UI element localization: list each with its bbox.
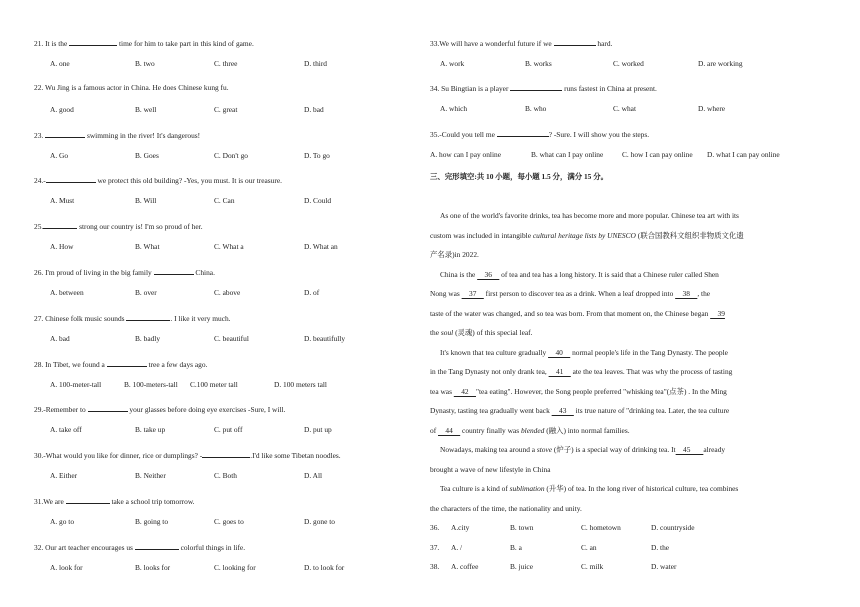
- option-28-a[interactable]: A. 100-meter-tall: [50, 379, 102, 389]
- passage-line: Nowadays, making tea around a stove (炉子) is a special way of drinking tea. It 45 already: [440, 445, 726, 454]
- option-35-b[interactable]: B. what can I pay online: [531, 149, 604, 159]
- question-text: 28. In Tibet, we found a: [34, 359, 107, 369]
- question-stem-21: [34, 37, 254, 49]
- section-heading: 三、完形填空:共 10 小题，每小题 1.5 分，满分 15 分。: [430, 172, 608, 181]
- option-29-d[interactable]: D. put up: [304, 425, 332, 435]
- option-33-b[interactable]: B. works: [525, 59, 552, 68]
- answer-blank[interactable]: [43, 220, 77, 229]
- option-25-a[interactable]: A. How: [50, 242, 74, 252]
- cloze-blank-42: 42: [453, 387, 476, 396]
- cloze-blank-45: 45: [675, 445, 704, 454]
- question-stem-29: [34, 403, 285, 415]
- answer-blank[interactable]: [510, 82, 562, 91]
- option-22-c[interactable]: C. great: [214, 104, 238, 114]
- cloze-option-38-a[interactable]: A. coffee: [451, 562, 479, 571]
- option-21-d[interactable]: D. third: [304, 59, 327, 68]
- cloze-blank-37: 37: [461, 289, 484, 298]
- cloze-blank-39: 39: [710, 309, 725, 318]
- passage-line: It's known that tea culture gradually 40 normal people's life in the Tang Dynasty. The people: [440, 348, 728, 357]
- option-25-d[interactable]: D. What an: [304, 242, 338, 252]
- answer-blank[interactable]: [69, 37, 117, 46]
- cloze-option-36-d[interactable]: D. countryside: [651, 523, 695, 532]
- question-text: 23.: [34, 130, 46, 140]
- option-22-b[interactable]: B. well: [135, 104, 157, 114]
- option-35-d[interactable]: D. what I can pay online: [707, 149, 780, 159]
- option-25-c[interactable]: C. What a: [214, 242, 244, 252]
- option-29-c[interactable]: C. put off: [214, 425, 243, 435]
- question-stem-25: [34, 220, 203, 232]
- option-30-a[interactable]: A. Either: [50, 471, 78, 481]
- option-32-b[interactable]: B. looks for: [135, 562, 171, 572]
- question-stem-27: [34, 312, 231, 324]
- option-35-c[interactable]: C. how I can pay online: [622, 149, 693, 159]
- cloze-blank-44: 44: [438, 426, 461, 435]
- option-31-b[interactable]: B. going to: [135, 517, 169, 526]
- cloze-option-36-c[interactable]: C. hometown: [581, 523, 621, 532]
- option-34-a[interactable]: A. which: [440, 104, 468, 114]
- passage-line: in the Tang Dynasty not only drank tea, 41 ate the tea leaves. That was why the process of tasting: [430, 367, 733, 376]
- cloze-option-37-a[interactable]: A. /: [451, 542, 463, 552]
- answer-blank[interactable]: [88, 403, 128, 412]
- question-text: runs fastest in China at present.: [562, 84, 657, 94]
- answer-blank[interactable]: [66, 495, 110, 504]
- question-text: strong our country is! I'm so proud of her.: [77, 222, 203, 232]
- answer-blank[interactable]: [126, 312, 170, 321]
- answer-blank[interactable]: [154, 266, 194, 275]
- option-23-d[interactable]: D. To go: [304, 150, 330, 160]
- cloze-option-38-d[interactable]: D. water: [651, 562, 677, 571]
- cloze-blank-41: 41: [548, 367, 571, 376]
- answer-blank[interactable]: [135, 541, 179, 550]
- option-27-c[interactable]: C. beautiful: [214, 333, 249, 343]
- option-34-b[interactable]: B. who: [525, 104, 547, 114]
- option-28-b[interactable]: B. 100-meters-tall: [124, 379, 178, 389]
- question-text: 33.We will have a wonderful future if we: [430, 39, 554, 48]
- answer-blank[interactable]: [554, 37, 596, 46]
- option-22-d[interactable]: D. bad: [304, 104, 324, 114]
- question-text: 32. Our art teacher encourages us: [34, 542, 135, 552]
- question-text: 27. Chinese folk music sounds: [34, 313, 127, 323]
- passage-line: taste of the water was changed, and so tea was born. From that moment on, the Chinese began 39: [430, 309, 725, 318]
- option-24-d[interactable]: D. Could: [304, 196, 332, 206]
- cloze-blank-36: 36: [477, 270, 500, 279]
- option-23-a[interactable]: A. Go: [50, 150, 69, 160]
- question-text: . I like it very much.: [170, 313, 231, 323]
- passage-line: China is the 36 of tea and tea has a long history. It is said that a Chinese ruler called Shen: [440, 270, 719, 279]
- cloze-option-36-b[interactable]: B. town: [510, 523, 534, 532]
- answer-blank[interactable]: [46, 174, 96, 183]
- option-30-d[interactable]: D. All: [304, 471, 323, 481]
- option-26-b[interactable]: B. over: [135, 288, 157, 297]
- passage-line: the characters of the time, the nationality and unity.: [430, 504, 582, 513]
- option-32-a[interactable]: A. look for: [50, 562, 83, 572]
- passage-line: brought a wave of new lifestyle in China: [430, 465, 551, 474]
- question-stem-34: [430, 82, 657, 94]
- question-text: 24.-: [34, 176, 46, 186]
- option-28-d[interactable]: D. 100 meters tall: [274, 379, 327, 389]
- option-21-b[interactable]: B. two: [135, 59, 155, 68]
- question-text: swimming in the river! It's dangerous!: [85, 130, 201, 140]
- option-33-c[interactable]: C. worked: [613, 59, 644, 68]
- question-stem-22: [34, 83, 229, 93]
- question-text: 22. Wu Jing is a famous actor in China. He does Chinese kung fu.: [34, 82, 229, 92]
- option-23-b[interactable]: B. Goes: [135, 150, 159, 160]
- option-33-a[interactable]: A. work: [440, 59, 465, 68]
- option-25-b[interactable]: B. What: [135, 242, 160, 252]
- option-22-a[interactable]: A. good: [50, 104, 74, 114]
- question-text: tree a few days ago.: [146, 359, 208, 369]
- cloze-blank-38: 38: [675, 289, 698, 298]
- question-text: ? -Sure. I will show you the steps.: [548, 129, 650, 139]
- option-26-c[interactable]: C. above: [214, 288, 241, 297]
- right-page: [430, 0, 860, 607]
- cloze-option-37-d[interactable]: D. the: [651, 542, 670, 552]
- passage-line: custom was included in intangible cultural heritage lists by UNESCO (联合国教科文组织非物质文化遗: [430, 231, 744, 240]
- question-text: 29.-Remember to: [34, 405, 88, 415]
- question-text: China.: [193, 268, 215, 277]
- passage-line: 产名录)in 2022.: [430, 250, 479, 259]
- passage-line: As one of the world's favorite drinks, tea has become more and more popular. Chinese tea art with its: [440, 211, 739, 220]
- question-stem-26: [34, 266, 215, 278]
- option-30-b[interactable]: B. Neither: [135, 471, 166, 481]
- question-text: 30.-What would you like for dinner, rice or dumplings? -: [34, 451, 203, 461]
- question-stem-31: [34, 495, 195, 507]
- question-text: we protect this old building? -Yes, you must. It is our treasure.: [95, 176, 282, 186]
- question-stem-33: [430, 37, 612, 49]
- option-23-c[interactable]: C. Don't go: [214, 150, 248, 160]
- question-text: take a school trip tomorrow.: [109, 497, 195, 506]
- question-text: 34. Su Bingtian is a player: [430, 84, 511, 94]
- question-stem-28: [34, 358, 207, 370]
- passage-line: Dynasty, tasting tea gradually went back 43 its true nature of "drinking tea. Later, the tea culture: [430, 406, 730, 415]
- passage-line: tea was 42 "tea eating". However, the Song people preferred "whisking tea"(点茶) . In the Ming: [430, 387, 727, 396]
- option-31-c[interactable]: C. goes to: [214, 517, 244, 526]
- question-stem-24: [34, 174, 282, 186]
- answer-blank[interactable]: [202, 449, 250, 458]
- question-text: 26. I'm proud of living in the big family: [34, 268, 154, 277]
- option-29-b[interactable]: B. take up: [135, 425, 166, 435]
- answer-blank[interactable]: [107, 358, 147, 367]
- question-stem-35: [430, 128, 649, 140]
- question-text: colorful things in life.: [178, 542, 246, 552]
- cloze-option-38-b[interactable]: B. juice: [510, 562, 533, 571]
- passage-line: of 44 country finally was blended (融入) into normal families.: [430, 426, 630, 435]
- option-31-d[interactable]: D. gone to: [304, 517, 335, 526]
- cloze-option-36-a[interactable]: A.city: [451, 523, 470, 532]
- option-27-d[interactable]: D. beautifully: [304, 333, 346, 343]
- option-28-c[interactable]: C.100 meter tall: [190, 379, 238, 389]
- question-text: 21. It is the: [34, 39, 70, 48]
- cloze-option-37-b[interactable]: B. a: [510, 542, 522, 552]
- option-31-a[interactable]: A. go to: [50, 517, 75, 526]
- option-27-a[interactable]: A. bad: [50, 333, 70, 343]
- question-text: time for him to take part in this kind of game.: [117, 39, 254, 48]
- question-text: 25.: [34, 222, 44, 232]
- option-34-c[interactable]: C. what: [613, 104, 636, 114]
- question-text: hard.: [595, 39, 613, 48]
- question-stem-30: [34, 449, 341, 461]
- option-26-d[interactable]: D. of: [304, 288, 320, 297]
- question-text: your glasses before doing eye exercises -Sure, I will.: [127, 405, 286, 415]
- option-29-a[interactable]: A. take off: [50, 425, 82, 435]
- cloze-option-37-c[interactable]: C. an: [581, 542, 597, 552]
- question-text: 31.We are: [34, 497, 66, 506]
- cloze-number: 37.: [430, 542, 440, 552]
- question-text: .I'd like some Tibetan noodles.: [250, 451, 341, 461]
- answer-blank[interactable]: [497, 128, 549, 137]
- option-26-a[interactable]: A. between: [50, 288, 84, 297]
- cloze-option-38-c[interactable]: C. milk: [581, 562, 604, 571]
- option-24-a[interactable]: A. Must: [50, 196, 75, 206]
- answer-blank[interactable]: [45, 129, 85, 138]
- option-33-d[interactable]: D. are working: [698, 59, 743, 68]
- passage-line: Nong was 37 first person to discover tea as a drink. When a leaf dropped into 38 , the: [430, 289, 711, 298]
- option-27-b[interactable]: B. badly: [135, 333, 161, 343]
- passage-line: Tea culture is a kind of sublimation (升华) of tea. In the long river of historical culture, tea combines: [440, 484, 739, 493]
- option-30-c[interactable]: C. Both: [214, 471, 237, 481]
- option-32-d[interactable]: D. to look for: [304, 562, 345, 572]
- option-24-b[interactable]: B. Will: [135, 196, 157, 206]
- option-32-c[interactable]: C. looking for: [214, 562, 256, 572]
- cloze-blank-40: 40: [548, 348, 571, 357]
- cloze-number: 36.: [430, 523, 440, 532]
- cloze-number: 38.: [430, 562, 440, 571]
- option-21-a[interactable]: A. one: [50, 59, 70, 68]
- option-35-a[interactable]: A. how can I pay online: [430, 149, 502, 159]
- option-21-c[interactable]: C. three: [214, 59, 238, 68]
- question-stem-32: [34, 541, 245, 553]
- question-text: 35.-Could you tell me: [430, 129, 497, 139]
- passage-line: the soul (灵魂) of this special leaf.: [430, 328, 533, 337]
- cloze-blank-43: 43: [551, 406, 574, 415]
- question-stem-23: [34, 129, 200, 141]
- option-34-d[interactable]: D. where: [698, 104, 726, 114]
- option-24-c[interactable]: C. Can: [214, 196, 235, 206]
